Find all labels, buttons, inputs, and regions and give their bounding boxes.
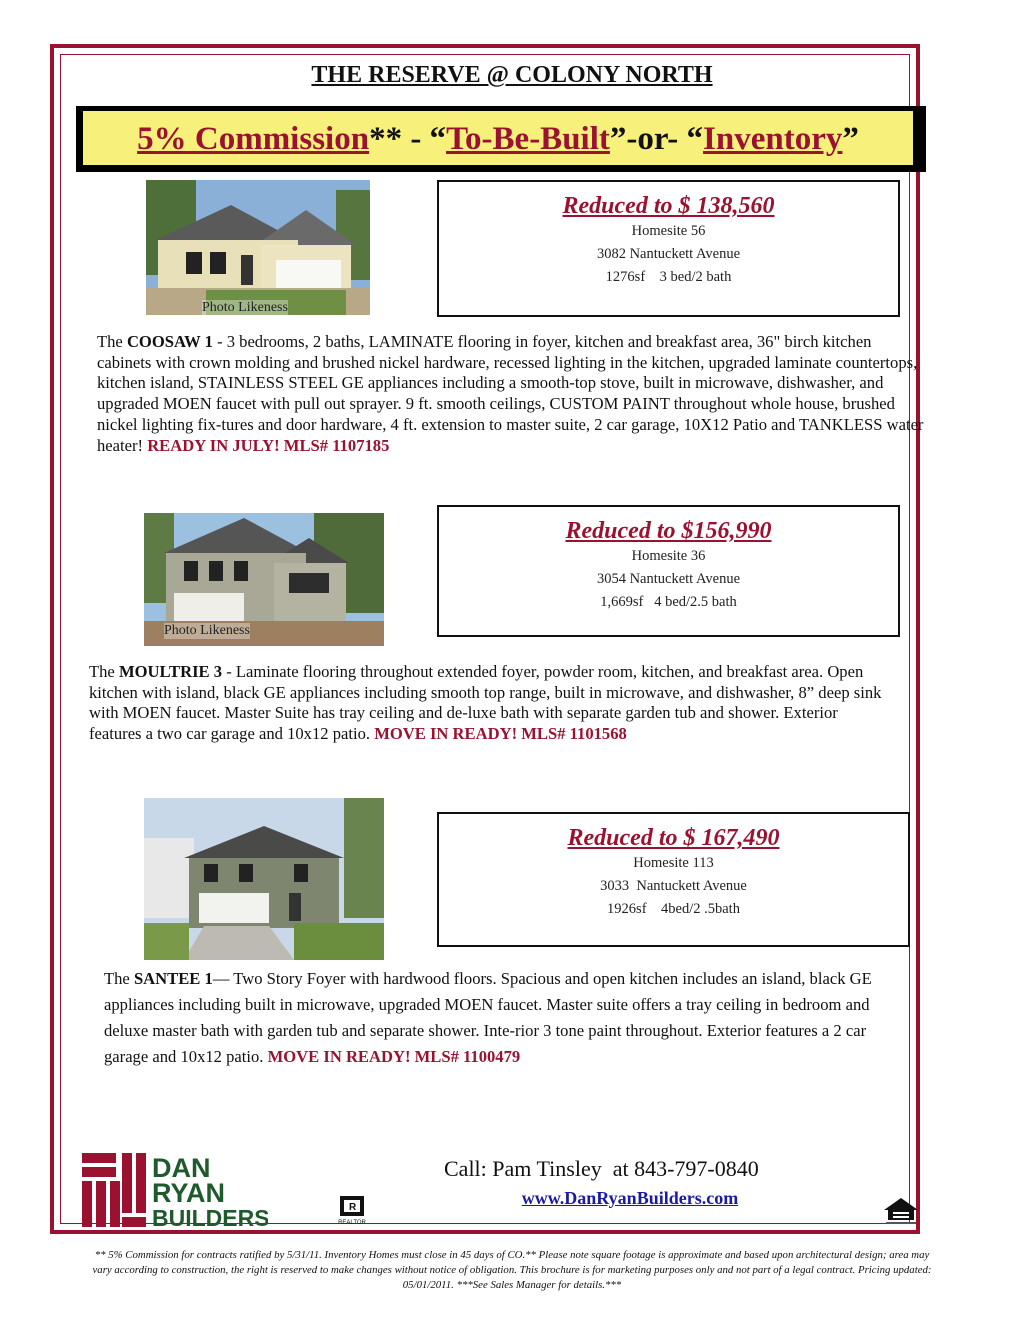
specs-3: 1926sf 4bed/2 .5bath [607,901,740,917]
address-2: 3054 Nantuckett Avenue [596,571,741,587]
website-link[interactable]: www.DanRyanBuilders.com [521,1188,739,1208]
specs-2: 1,669sf 4 bed/2.5 bath [600,594,737,610]
specs-1: 1276sf 3 bed/2 bath [605,269,732,285]
desc-prefix-3: The [104,969,134,988]
realtor-icon [330,1196,374,1230]
commission-banner [83,111,913,165]
listing-description-2 [89,662,889,745]
price-1: Reduced to $ 138,560 [562,193,775,219]
banner-inventory: Inventory [703,121,843,157]
svg-text:RYAN: RYAN [152,1178,226,1208]
price-2: Reduced to $156,990 [565,518,772,544]
equal-housing-icon [880,1196,922,1230]
model-name-2: MOULTRIE 3 [118,662,223,681]
price-box-2 [437,505,900,637]
status-2: MOVE IN READY! MLS# 1101568 [374,724,627,744]
status-1: READY IN JULY! MLS# 1107185 [147,435,390,455]
banner-or: ”-or- “ [609,121,704,157]
address-3: 3033 Nantuckett Avenue [600,878,747,894]
price-box-3 [437,812,910,947]
price-3: Reduced to $ 167,490 [567,825,780,851]
banner-stars: ** - “ [369,121,447,157]
address-1: 3082 Nantuckett Avenue [596,246,741,262]
desc-body-2: - Laminate flooring throughout extended foyer, powder room, kitchen, and breakfast area. Open kitchen with island, black GE appliances including smooth top range, built in microwave, and dishwasher, 8” deep sink with MOEN faucet. Master Suite has tray ceiling and de-luxe bath with separate garden tub and shower. Exterior features a two car garage and 10x12 patio. [89,662,882,744]
desc-body-3: — Two Story Foyer with hardwood floors. Spacious and open kitchen includes an island, black GE appliances including built in microwave, upgraded MOEN faucet. Master suite offers a tray ceiling in bedroom and deluxe master bath with garden tub and separate shower. Inte-rior 3 tone paint throughout. Exterior features a 2 car garage and 10x12 patio. [104,969,872,1066]
banner-commission: 5% Commission [137,121,370,157]
disclaimer: ** 5% Commission for contracts ratified by 5/31/11. Inventory Homes must close in 45 days of CO.** Please note square footage is approximate and based upon architectural design; area may vary according to construction, the right is reserved to make changes without notice of obligation. This brochure is for marketing purposes only and not part of a legal contract. Pricing updated: 05/01/2011. ***See Sales Manager for details.*** [92,1249,932,1291]
homesite-2: Homesite 36 [631,548,706,564]
homesite-3: Homesite 113 [633,855,714,871]
page-title: THE RESERVE @ COLONY NORTH [311,62,713,88]
price-box-1 [437,180,900,317]
desc-body-1: - 3 bedrooms, 2 baths, LAMINATE flooring in foyer, kitchen and breakfast area, 36" birch kitchen cabinets with crown molding and brushed nickel hardware, recessed lighting in the kitchen, upgraded laminate countertops, kitchen island, STAINLESS STEEL GE appliances including a smooth-top stove, built in microwave, dishwasher, and upgraded MOEN faucet with pull out sprayer. 9 ft. smooth ceilings, CUSTOM PAINT throughout whole house, brushed nickel lighting fix-tures and door hardware, 4 ft. extension to master suite, 2 car garage, 10X12 Patio and TANKLESS water heater! [97,332,924,455]
desc-prefix-2: The [89,662,119,681]
model-name-3: SANTEE 1 [133,969,213,988]
banner-end-quote: ” [842,121,859,157]
svg-text:DAN: DAN [152,1153,211,1183]
banner-to-be-built: To-Be-Built [446,121,610,157]
listing-description-1 [97,332,929,456]
house-photo-3 [144,798,384,960]
desc-prefix-1: The [97,332,127,351]
svg-text:BUILDERS: BUILDERS [152,1205,268,1229]
realtor-label: REALTOR [338,1220,366,1226]
photo-caption-2: Photo Likeness [164,623,250,638]
status-3: MOVE IN READY! MLS# 1100479 [267,1047,521,1066]
dan-ryan-logo [82,1151,268,1233]
model-name-1: COOSAW 1 [126,332,213,351]
listing-description-3 [104,966,904,1070]
homesite-1: Homesite 56 [631,223,706,239]
house-photo-1 [146,180,370,315]
svg-text:R: R [349,1202,357,1213]
contact-call: Call: Pam Tinsley at 843-797-0840 [444,1156,759,1181]
photo-caption-1: Photo Likeness [202,300,288,315]
